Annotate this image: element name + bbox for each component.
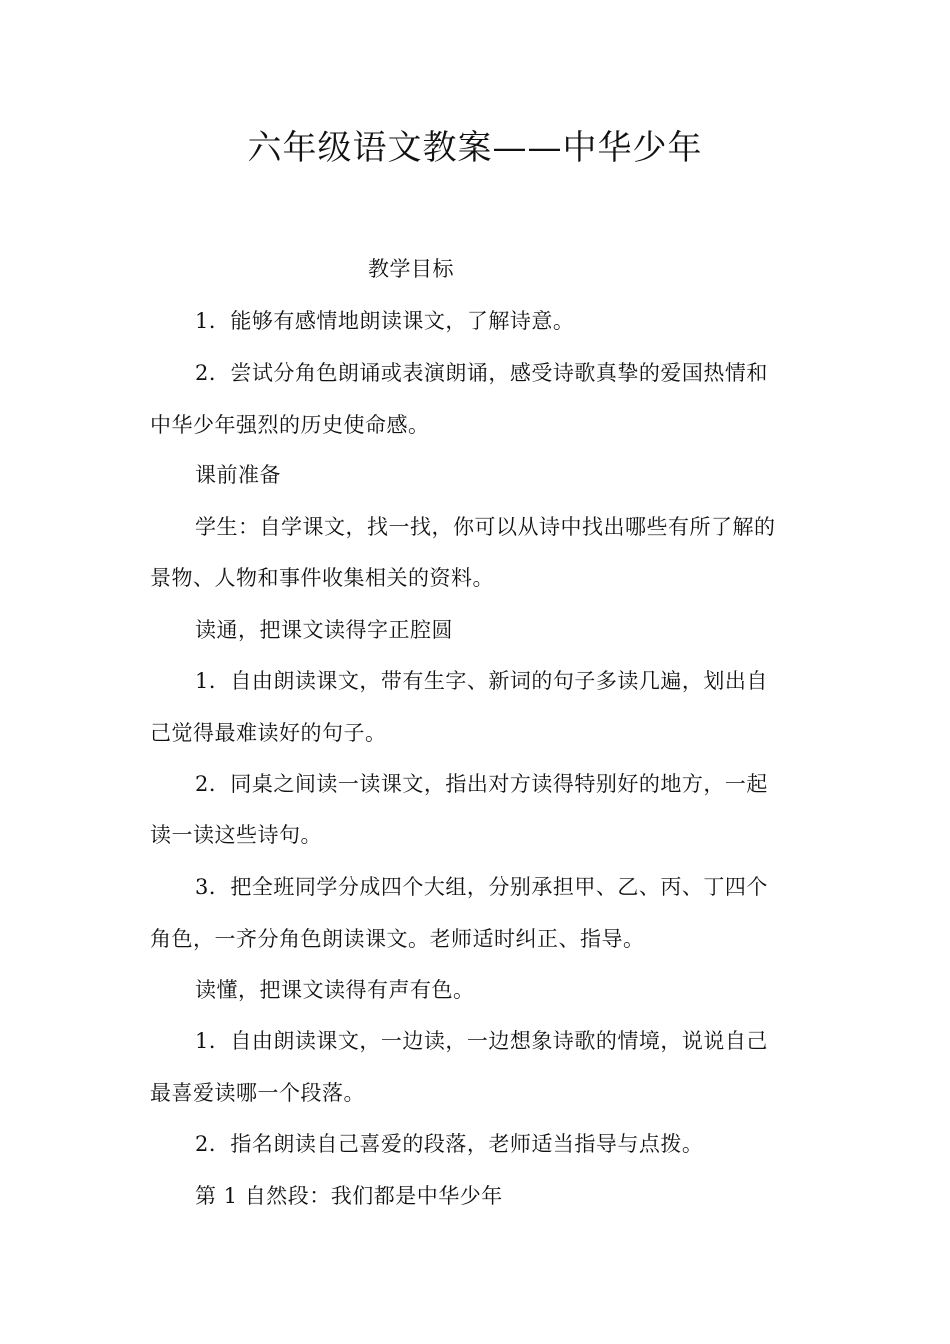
understand-item-1-line-1: 1．自由朗读课文，一边读，一边想象诗歌的情境，说说自己 — [195, 1029, 768, 1053]
objectives-heading: 教学目标 — [368, 257, 454, 281]
read-item-1-line-2: 己觉得最难读好的句子。 — [150, 721, 387, 745]
read-item-2-line-1: 2．同桌之间读一读课文，指出对方读得特别好的地方，一起 — [195, 772, 768, 796]
read-heading: 读通，把课文读得字正腔圆 — [195, 618, 453, 642]
read-item-3-line-1: 3．把全班同学分成四个大组，分别承担甲、乙、丙、丁四个 — [195, 875, 768, 899]
understand-item-1-line-2: 最喜爱读哪一个段落。 — [150, 1081, 365, 1105]
prep-heading: 课前准备 — [195, 463, 281, 487]
prep-line-2: 景物、人物和事件收集相关的资料。 — [150, 566, 494, 590]
objective-2-line-1: 2．尝试分角色朗诵或表演朗诵，感受诗歌真挚的爱国热情和 — [195, 361, 768, 385]
objective-1: 1．能够有感情地朗读课文，了解诗意。 — [195, 309, 575, 333]
read-item-1-line-1: 1．自由朗读课文，带有生字、新词的句子多读几遍，划出自 — [195, 669, 768, 693]
objective-2-line-2: 中华少年强烈的历史使命感。 — [150, 413, 430, 437]
prep-line-1: 学生：自学课文，找一找，你可以从诗中找出哪些有所了解的 — [195, 515, 776, 539]
understand-item-2: 2．指名朗读自己喜爱的段落，老师适当指导与点拨。 — [195, 1132, 704, 1156]
read-item-3-line-2: 角色，一齐分角色朗读课文。老师适时纠正、指导。 — [150, 927, 645, 951]
understand-heading: 读懂，把课文读得有声有色。 — [195, 978, 475, 1002]
paragraph-1-note: 第 1 自然段：我们都是中华少年 — [195, 1184, 503, 1208]
page-title: 六年级语文教案——中华少年 — [247, 128, 703, 168]
read-item-2-line-2: 读一读这些诗句。 — [150, 823, 322, 847]
